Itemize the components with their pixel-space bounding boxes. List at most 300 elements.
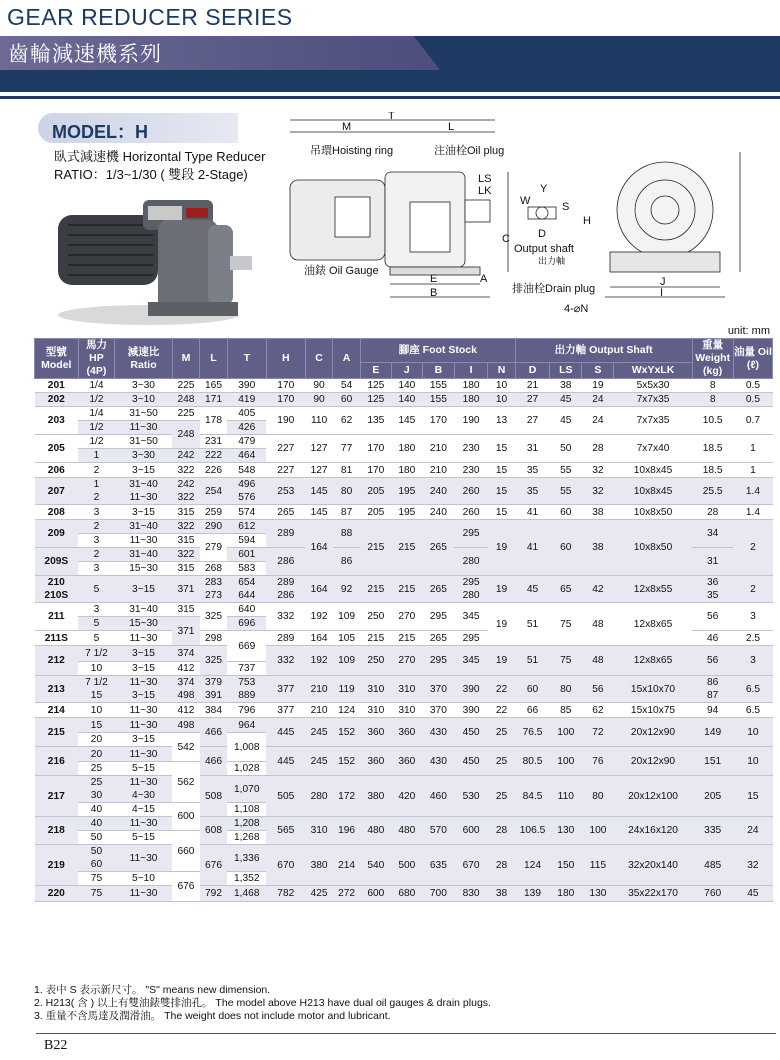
table-cell: 25 xyxy=(488,747,516,776)
table-cell: 76.5 xyxy=(515,718,549,747)
table-row xyxy=(35,603,773,617)
th-L: L xyxy=(200,339,228,379)
table-cell: 420 xyxy=(391,776,422,817)
note-1: 1. 表中 S 表示新尺寸。 "S" means new dimension. xyxy=(34,984,271,996)
table-cell: 215 xyxy=(360,631,391,646)
th-LS: LS xyxy=(550,363,582,379)
footer-rule xyxy=(36,1033,776,1034)
table-cell: 1,268 xyxy=(227,831,266,845)
table-cell: 40 xyxy=(78,803,115,817)
table-cell: 380 xyxy=(305,845,333,886)
table-cell: 46 xyxy=(692,631,733,646)
table-cell: 15 xyxy=(733,776,772,817)
output-shaft-label: Output shaft xyxy=(514,243,574,255)
table-cell: 1/4 xyxy=(78,407,115,421)
table-cell: 105 xyxy=(333,631,361,646)
table-cell: 115 xyxy=(582,845,614,886)
table-cell: 10 xyxy=(488,393,516,407)
table-cell: 110 xyxy=(305,407,333,435)
table-cell: 127 xyxy=(305,435,333,463)
table-cell: 464 xyxy=(227,449,266,463)
table-cell: 38 xyxy=(582,520,614,576)
table-cell: 270 xyxy=(391,603,422,631)
table-cell: 119 xyxy=(333,676,361,703)
table-cell: 11~30 4~30 xyxy=(115,776,172,803)
table-cell: 215 xyxy=(35,718,79,747)
table-row xyxy=(35,817,773,831)
table-cell: 180 xyxy=(454,379,487,393)
dim-M: M xyxy=(342,121,352,133)
table-cell: 15 xyxy=(488,463,516,478)
table-cell: 680 xyxy=(391,886,422,902)
table-cell: 25 xyxy=(488,776,516,817)
table-cell: 242 xyxy=(172,449,200,463)
table-cell: 11~30 xyxy=(115,631,172,646)
spec-table xyxy=(34,338,773,902)
table-cell: 479 xyxy=(227,435,266,449)
table-cell: 20x12x100 xyxy=(614,776,692,817)
table-cell: 192 xyxy=(305,646,333,676)
table-cell: 56 xyxy=(582,676,614,703)
table-cell: 75 xyxy=(78,886,115,902)
table-cell: 280 xyxy=(454,548,487,576)
dim-I: I xyxy=(660,287,664,299)
table-cell: 7 1/2 xyxy=(78,646,115,662)
table-cell: 35 xyxy=(515,463,549,478)
table-cell: 345 xyxy=(454,646,487,676)
table-cell: 50 xyxy=(78,831,115,845)
dim-LK: LK xyxy=(478,185,492,197)
table-cell: 225 xyxy=(172,379,200,393)
table-cell: 496 576 xyxy=(227,478,266,505)
table-cell: 211 xyxy=(35,603,79,631)
table-cell: 50 xyxy=(550,435,582,463)
table-cell: 165 xyxy=(200,379,228,393)
table-cell: 230 xyxy=(454,463,487,478)
table-cell: 170 xyxy=(360,435,391,463)
table-cell: 360 xyxy=(391,718,422,747)
dim-D: D xyxy=(538,228,546,240)
table-cell: 8 xyxy=(692,393,733,407)
table-cell: 164 xyxy=(305,520,333,576)
table-cell: 2.5 xyxy=(733,631,772,646)
table-cell: 55 xyxy=(550,463,582,478)
model-label: MODEL：H xyxy=(52,122,148,142)
table-cell: 3 xyxy=(733,646,772,676)
table-cell: 11~30 xyxy=(115,886,172,902)
table-cell: 27 xyxy=(515,393,549,407)
table-cell: 11~30 xyxy=(115,421,172,435)
title-zh: 齒輪減速機系列 xyxy=(8,43,162,66)
table-cell: 5~15 xyxy=(115,762,172,776)
table-cell: 335 xyxy=(692,817,733,845)
table-cell: 0.5 xyxy=(733,393,772,407)
table-cell: 207 xyxy=(35,478,79,505)
table-cell: 8 xyxy=(692,379,733,393)
table-cell: 268 xyxy=(200,562,228,576)
dim-J: J xyxy=(660,276,666,288)
table-cell: 248 xyxy=(172,421,200,449)
table-cell: 155 xyxy=(422,393,454,407)
table-cell: 31~40 xyxy=(115,548,172,562)
table-cell: 100 xyxy=(550,718,582,747)
table-cell: 32 xyxy=(582,478,614,505)
table-cell: 56 xyxy=(692,646,733,676)
table-cell: 10x8x45 xyxy=(614,478,692,505)
table-cell: 170 xyxy=(266,393,305,407)
table-cell: 88 xyxy=(333,520,361,548)
table-cell: 60 xyxy=(333,393,361,407)
table-cell: 310 xyxy=(391,676,422,703)
th-C: C xyxy=(305,339,333,379)
table-cell: 565 xyxy=(266,817,305,845)
table-cell: 322 xyxy=(172,548,200,562)
table-cell: 737 xyxy=(227,662,266,676)
table-cell: 195 xyxy=(391,505,422,520)
table-cell: 35x22x170 xyxy=(614,886,692,902)
table-cell: 1 xyxy=(733,463,772,478)
table-cell: 24 xyxy=(733,817,772,845)
table-cell: 5~10 xyxy=(115,872,172,886)
table-cell: 279 xyxy=(200,534,228,562)
table-cell: 1 2 xyxy=(78,478,115,505)
table-cell: 170 xyxy=(266,379,305,393)
table-cell: 265 xyxy=(266,505,305,520)
table-cell: 40 xyxy=(78,817,115,831)
table-cell: 25 xyxy=(78,762,115,776)
table-cell: 50 60 xyxy=(78,845,115,872)
table-cell: 152 xyxy=(333,718,361,747)
table-cell: 2 xyxy=(78,548,115,562)
table-cell: 1,028 xyxy=(227,762,266,776)
table-cell: 325 xyxy=(200,603,228,631)
table-cell: 600 xyxy=(172,803,200,831)
table-cell: 374 xyxy=(172,646,200,662)
table-row xyxy=(35,435,773,449)
table-cell: 31 xyxy=(515,435,549,463)
table-cell: 253 xyxy=(266,478,305,505)
table-cell: 254 xyxy=(200,478,228,505)
table-cell: 215 xyxy=(391,631,422,646)
table-cell: 145 xyxy=(391,407,422,435)
dim-Y: Y xyxy=(540,183,548,195)
table-cell: 570 xyxy=(422,817,454,845)
table-cell: 1 xyxy=(78,449,115,463)
table-cell: 219 xyxy=(35,845,79,886)
table-cell: 170 xyxy=(360,463,391,478)
table-cell: 62 xyxy=(582,703,614,718)
table-cell: 212 xyxy=(35,646,79,676)
th-output-shaft: 出力軸 Output Shaft xyxy=(515,339,692,363)
table-cell: 124 xyxy=(515,845,549,886)
table-cell: 31~40 xyxy=(115,603,172,617)
table-row xyxy=(35,776,773,803)
table-cell: 260 xyxy=(454,505,487,520)
table-cell: 11~30 xyxy=(115,747,172,762)
table-cell: 15 xyxy=(488,435,516,463)
table-cell: 289 286 xyxy=(266,576,305,603)
hoisting-ring-label: 吊環Hoisting ring xyxy=(310,145,394,157)
dim-C: C xyxy=(502,233,510,245)
table-cell: 31 xyxy=(692,548,733,576)
table-cell: 7x7x40 xyxy=(614,435,692,463)
table-cell: 90 xyxy=(305,379,333,393)
table-cell: 1/4 xyxy=(78,379,115,393)
dim-A: A xyxy=(480,273,488,285)
table-cell: 135 xyxy=(360,407,391,435)
table-cell: 360 xyxy=(391,747,422,776)
table-cell: 87 xyxy=(333,505,361,520)
table-cell: 412 xyxy=(172,662,200,676)
table-cell: 230 xyxy=(454,435,487,463)
table-cell: 466 xyxy=(200,718,228,747)
table-cell: 34 xyxy=(692,520,733,548)
oil-plug-label: 注油栓Oil plug xyxy=(434,145,505,157)
table-cell: 0.5 xyxy=(733,379,772,393)
table-cell: 10 xyxy=(733,747,772,776)
table-cell: 45 xyxy=(550,407,582,435)
table-cell: 226 xyxy=(200,463,228,478)
table-cell: 315 xyxy=(172,505,200,520)
table-cell: 45 xyxy=(733,886,772,902)
table-cell: 3 xyxy=(78,534,115,548)
table-cell: 25 xyxy=(488,718,516,747)
table-row xyxy=(35,576,773,603)
table-cell: 172 xyxy=(333,776,361,817)
th-I: I xyxy=(454,363,487,379)
table-cell: 75 xyxy=(550,603,582,646)
table-cell: 500 xyxy=(391,845,422,886)
table-cell: 295 xyxy=(454,520,487,548)
table-cell: 205 xyxy=(692,776,733,817)
table-cell: 217 xyxy=(35,776,79,817)
th-foot-stock: 腳座 Foot Stock xyxy=(360,339,515,363)
table-cell: 315 xyxy=(172,562,200,576)
table-cell: 3~10 xyxy=(115,393,172,407)
table-cell: 2 xyxy=(733,576,772,603)
table-cell: 66 xyxy=(515,703,549,718)
table-cell: 231 xyxy=(200,435,228,449)
table-cell: 19 xyxy=(488,646,516,676)
table-cell: 164 xyxy=(305,631,333,646)
table-cell: 6.5 xyxy=(733,676,772,703)
table-cell: 19 xyxy=(582,379,614,393)
table-cell: 15 xyxy=(78,718,115,733)
dim-T: T xyxy=(388,112,395,122)
table-cell: 140 xyxy=(391,379,422,393)
table-cell: 38 xyxy=(488,886,516,902)
table-cell: 310 xyxy=(305,817,333,845)
table-cell: 75 xyxy=(78,872,115,886)
dim-L: L xyxy=(448,121,455,133)
table-cell: 6.5 xyxy=(733,703,772,718)
table-cell: 384 xyxy=(200,703,228,718)
table-cell: 22 xyxy=(488,703,516,718)
table-cell: 171 xyxy=(200,393,228,407)
table-cell: 310 xyxy=(391,703,422,718)
table-cell: 10.5 xyxy=(692,407,733,435)
table-cell: 151 xyxy=(692,747,733,776)
table-cell: 540 xyxy=(360,845,391,886)
table-cell: 213 xyxy=(35,676,79,703)
table-cell: 180 xyxy=(454,393,487,407)
table-cell: 635 xyxy=(422,845,454,886)
table-cell: 150 xyxy=(550,845,582,886)
table-cell: 1.4 xyxy=(733,505,772,520)
table-cell: 548 xyxy=(227,463,266,478)
table-cell: 15 xyxy=(488,478,516,505)
table-cell: 38 xyxy=(582,505,614,520)
title-en: GEAR REDUCER SERIES xyxy=(7,4,293,30)
table-cell: 670 xyxy=(266,845,305,886)
table-cell: 202 xyxy=(35,393,79,407)
table-cell: 574 xyxy=(227,505,266,520)
table-cell: 374 498 xyxy=(172,676,200,703)
table-cell: 601 xyxy=(227,548,266,562)
note-2: 2. H213( 含 ) 以上有雙油錶雙排油孔。 The model above H213 have dual oil gauges & drain plugs. xyxy=(34,997,491,1009)
table-cell: 380 xyxy=(360,776,391,817)
table-cell: 390 xyxy=(454,676,487,703)
table-cell: 145 xyxy=(305,478,333,505)
table-cell: 466 xyxy=(200,747,228,776)
table-cell: 18.5 xyxy=(692,463,733,478)
note-3: 3. 重量不含馬達及潤滑油。 The weight does not include motor and lubricant. xyxy=(34,1010,391,1022)
table-cell: 20 xyxy=(78,733,115,747)
table-cell: 20x12x90 xyxy=(614,718,692,747)
model-ratio: RATIO：1/3~1/30 ( 雙段 2-Stage) xyxy=(54,167,248,182)
table-cell: 669 xyxy=(227,631,266,662)
table-cell: 660 xyxy=(172,831,200,872)
table-cell: 35 xyxy=(515,478,549,505)
table-cell: 1/2 xyxy=(78,393,115,407)
table-cell: 1.4 xyxy=(733,478,772,505)
table-cell: 1,352 xyxy=(227,872,266,886)
table-cell: 289 xyxy=(266,631,305,646)
table-cell: 227 xyxy=(266,435,305,463)
table-cell: 31~50 xyxy=(115,407,172,421)
table-cell: 322 xyxy=(172,463,200,478)
table-cell: 32 xyxy=(582,463,614,478)
table-cell: 412 xyxy=(172,703,200,718)
table-cell: 245 xyxy=(305,718,333,747)
table-cell: 445 xyxy=(266,718,305,747)
table-cell: 155 xyxy=(422,379,454,393)
table-cell: 100 xyxy=(550,747,582,776)
table-row xyxy=(35,393,773,407)
dim-N: 4-⌀N xyxy=(564,303,589,315)
table-cell: 594 xyxy=(227,534,266,548)
table-cell: 19 xyxy=(488,520,516,576)
th-hp: 馬力 HP (4P) xyxy=(78,339,115,379)
table-cell: 86 xyxy=(333,548,361,576)
table-cell: 210 xyxy=(305,703,333,718)
table-row xyxy=(35,845,773,872)
th-A: A xyxy=(333,339,361,379)
table-cell: 445 xyxy=(266,747,305,776)
table-cell: 130 xyxy=(582,886,614,902)
table-cell: 265 xyxy=(422,576,454,603)
table-cell: 4~15 xyxy=(115,803,172,817)
table-cell: 20x12x90 xyxy=(614,747,692,776)
dim-H: H xyxy=(583,215,591,227)
table-cell: 2 xyxy=(78,463,115,478)
table-cell: 10 xyxy=(78,662,115,676)
table-cell: 1 xyxy=(733,435,772,463)
table-cell: 11~30 xyxy=(115,718,172,733)
table-cell: 480 xyxy=(360,817,391,845)
table-cell: 1,108 xyxy=(227,803,266,817)
table-cell: 38 xyxy=(550,379,582,393)
table-cell: 265 xyxy=(422,520,454,576)
table-cell: 480 xyxy=(391,817,422,845)
table-row xyxy=(35,520,773,534)
table-cell: 36 35 xyxy=(692,576,733,603)
table-cell: 190 xyxy=(454,407,487,435)
table-cell: 248 xyxy=(172,393,200,407)
table-cell: 371 xyxy=(172,576,200,603)
table-cell: 10x8x45 xyxy=(614,463,692,478)
table-cell: 425 xyxy=(305,886,333,902)
table-cell: 55 xyxy=(550,478,582,505)
dim-S: S xyxy=(562,201,570,213)
table-cell: 283 273 xyxy=(200,576,228,603)
table-cell: 11~30 xyxy=(115,703,172,718)
table-cell: 205 xyxy=(360,478,391,505)
table-cell: 295 xyxy=(422,603,454,631)
table-cell: 792 xyxy=(200,886,228,902)
table-cell: 215 xyxy=(391,576,422,603)
table-cell: 11~30 xyxy=(115,845,172,872)
table-cell: 542 xyxy=(172,733,200,762)
th-ratio: 減速比 Ratio xyxy=(115,339,172,379)
table-row xyxy=(35,676,773,703)
table-cell: 65 xyxy=(550,576,582,603)
table-cell: 209 xyxy=(35,520,79,548)
table-cell: 90 xyxy=(305,393,333,407)
table-cell: 600 xyxy=(360,886,391,902)
table-cell: 10 xyxy=(488,379,516,393)
table-cell: 508 xyxy=(200,776,228,817)
table-cell: 290 xyxy=(200,520,228,534)
table-cell: 24x16x120 xyxy=(614,817,692,845)
table-cell: 289 xyxy=(266,520,305,548)
table-cell: 180 xyxy=(550,886,582,902)
table-row xyxy=(35,505,773,520)
table-cell: 227 xyxy=(266,463,305,478)
table-cell: 72 xyxy=(582,718,614,747)
spec-table-body xyxy=(35,379,773,902)
table-cell: 45 xyxy=(515,576,549,603)
table-cell: 3~15 xyxy=(115,662,172,676)
table-cell: 214 xyxy=(35,703,79,718)
table-cell: 100 xyxy=(582,817,614,845)
table-cell: 190 xyxy=(266,407,305,435)
table-cell: 270 xyxy=(391,646,422,676)
table-cell: 12x8x55 xyxy=(614,576,692,603)
table-cell: 210 xyxy=(422,435,454,463)
table-cell: 964 xyxy=(227,718,266,733)
table-cell: 31~40 xyxy=(115,520,172,534)
unit-label: unit: mm xyxy=(727,325,770,337)
table-cell: 24 xyxy=(582,407,614,435)
table-cell: 608 xyxy=(200,817,228,845)
table-cell: 77 xyxy=(333,435,361,463)
table-cell: 42 xyxy=(582,576,614,603)
table-cell: 1,070 xyxy=(227,776,266,803)
table-cell: 298 xyxy=(200,631,228,646)
table-cell: 583 xyxy=(227,562,266,576)
table-cell: 130 xyxy=(550,817,582,845)
